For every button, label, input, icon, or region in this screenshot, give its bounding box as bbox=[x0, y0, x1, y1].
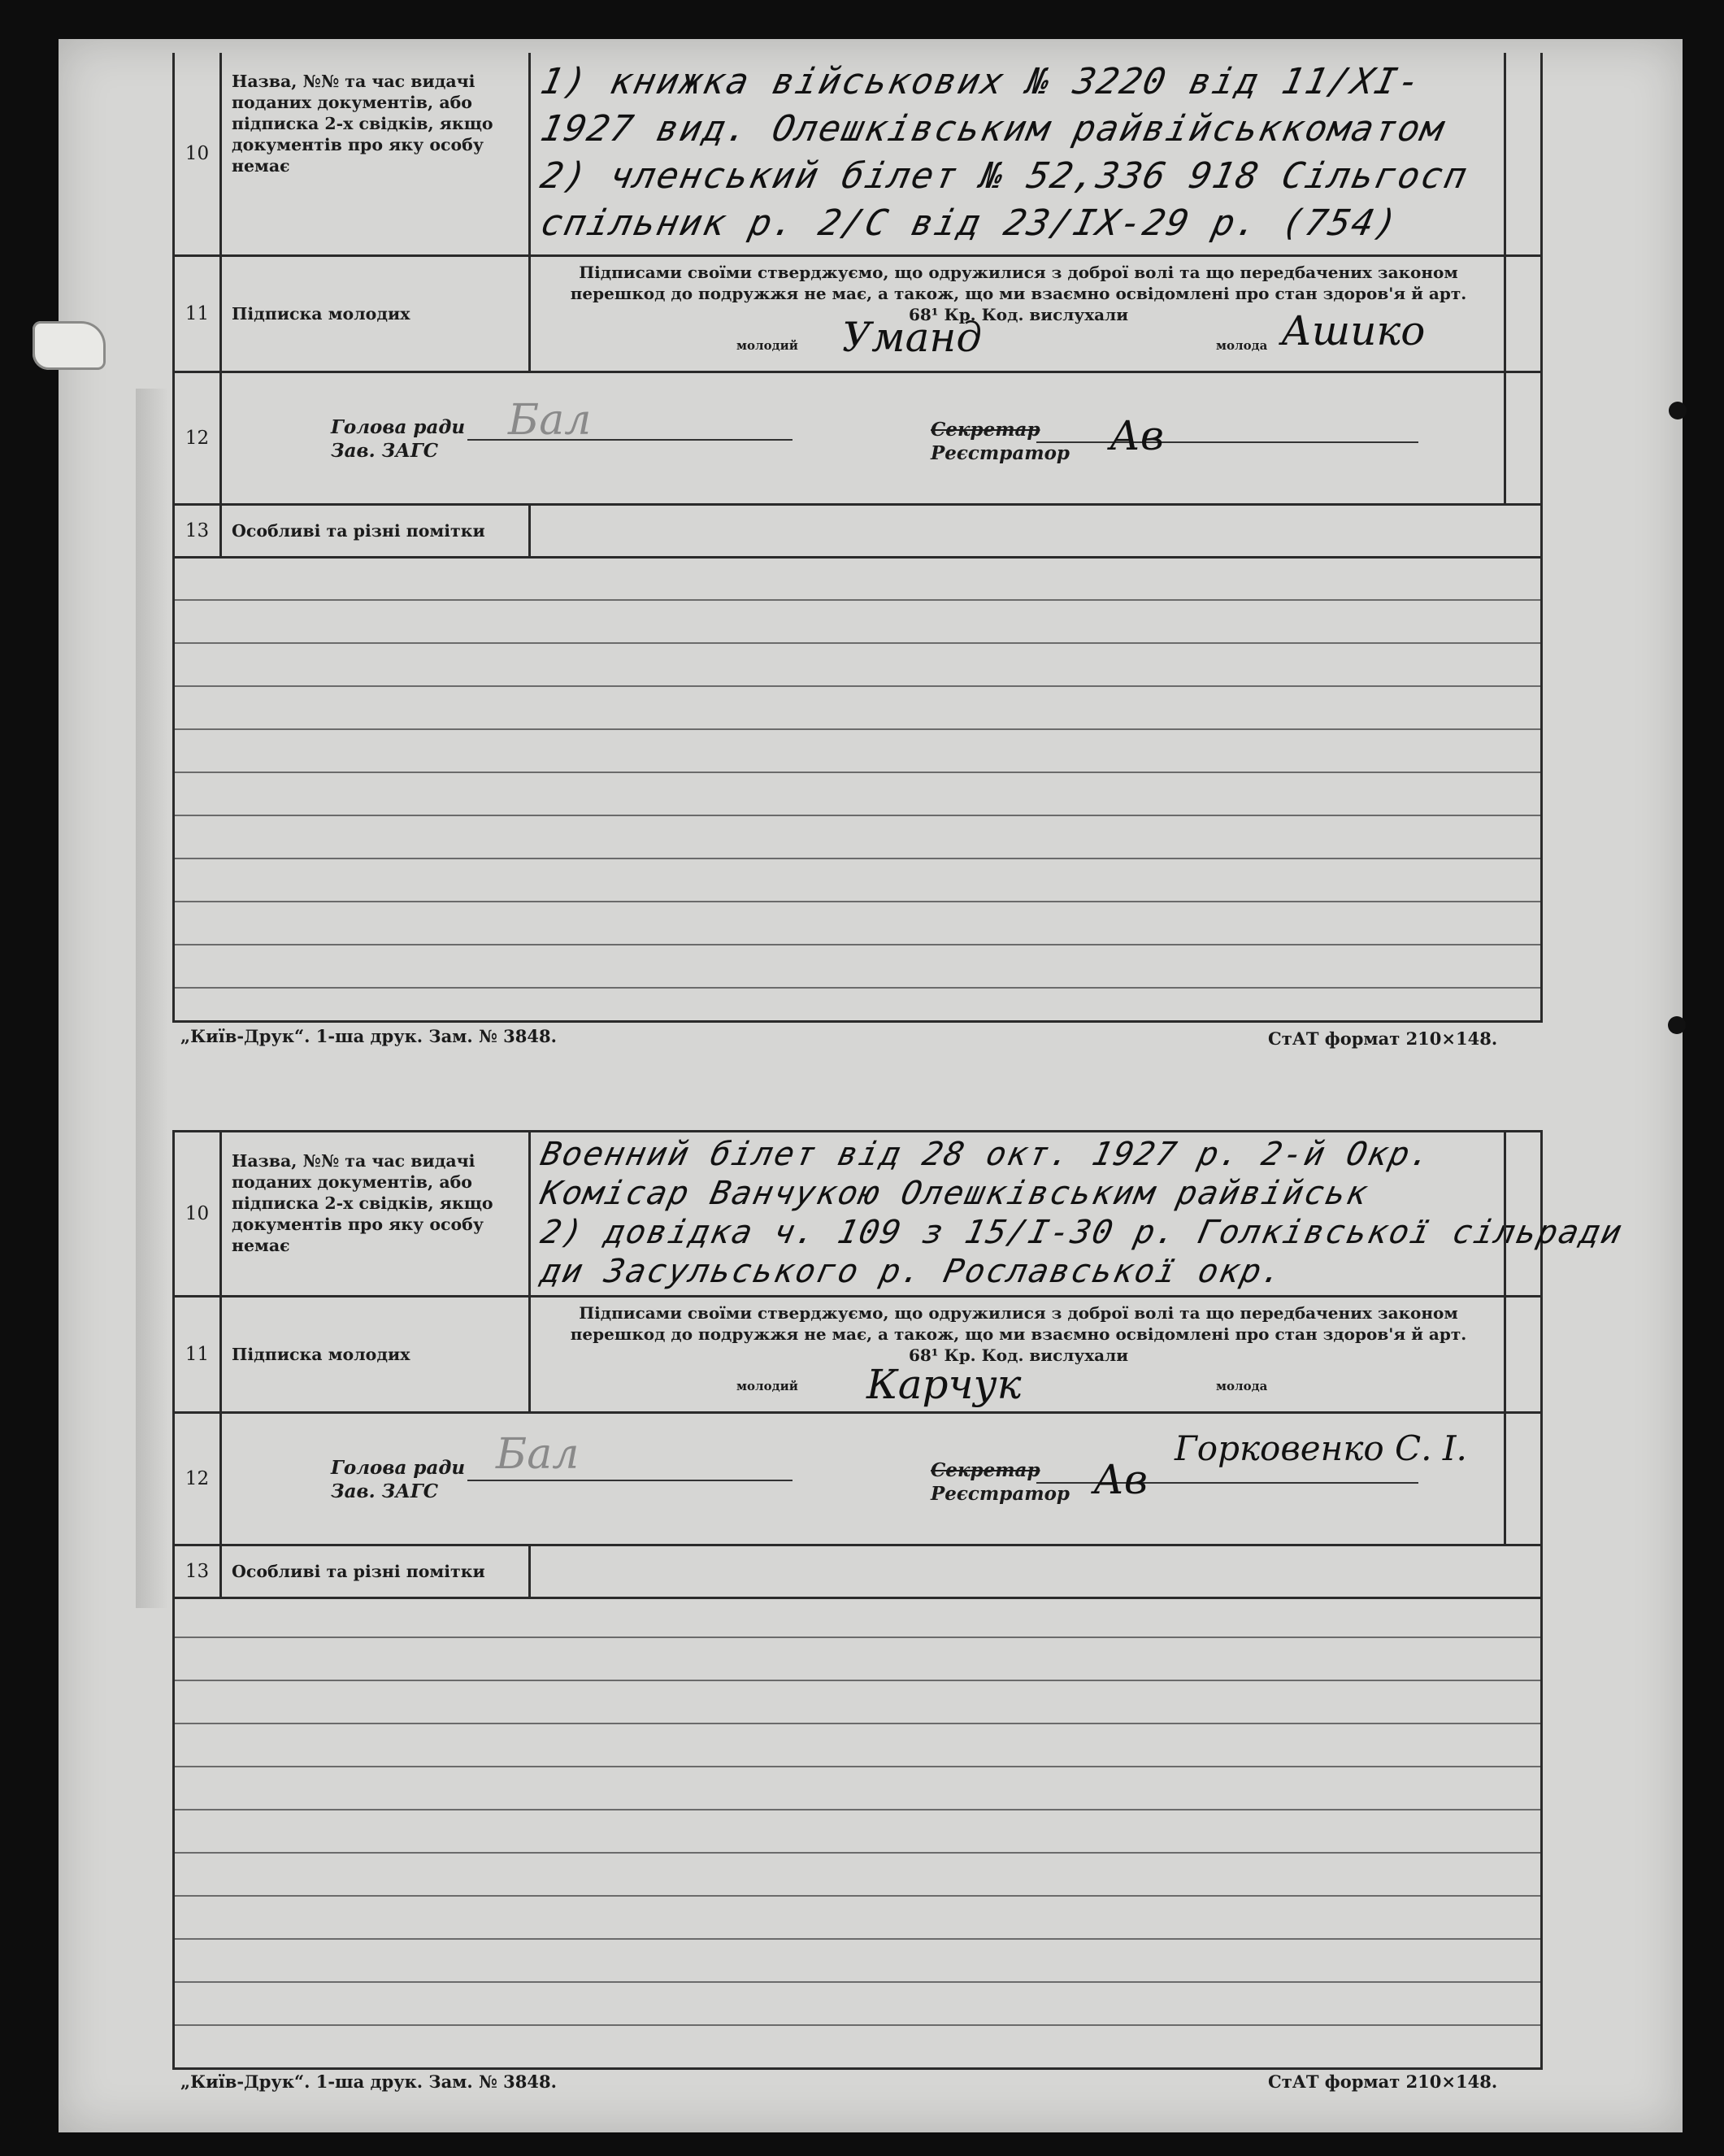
row-notes bbox=[175, 1546, 1540, 1599]
ruled-line bbox=[175, 1723, 1540, 1724]
declaration-text: Підписами своїми стверджуємо, що одружилися з доброї волі та що передбачених законом перешкод до подружжя не має, а також, що ми взаємно освідомлені про стан здоров'я й арт. 68¹ Кр. Код. вислухали bbox=[570, 263, 1467, 324]
row-number: 10 bbox=[175, 53, 222, 254]
handwritten-line: 1) книжка військових № 3220 від 11/XI- bbox=[536, 61, 1427, 102]
row-label: Підписка молодих bbox=[222, 257, 531, 371]
right-margin-column bbox=[1504, 1132, 1540, 1295]
row-number: 11 bbox=[175, 257, 222, 371]
row-number: 12 bbox=[175, 373, 222, 503]
row-label: Назва, №№ та час видачі поданих документів, або підписка 2-х свідків, якщо документів про яку особу немає bbox=[222, 1132, 531, 1295]
registrar-label: Реєстратор bbox=[931, 442, 1070, 464]
handwritten-documents bbox=[533, 1132, 1627, 1295]
groom-signature: Карчук bbox=[866, 1361, 1022, 1408]
declaration-area bbox=[533, 1298, 1504, 1411]
handwritten-line: ди Засульського р. Рославської окр. bbox=[537, 1253, 1288, 1290]
row-number: 13 bbox=[175, 1546, 222, 1597]
ruled-line bbox=[175, 1637, 1540, 1638]
row-number: 11 bbox=[175, 1298, 222, 1411]
head-label: Голова ради bbox=[331, 1457, 466, 1479]
declaration-area bbox=[533, 257, 1504, 371]
registrar-label: Реєстратор bbox=[931, 1483, 1070, 1505]
extra-signature: Горковенко С. І. bbox=[1175, 1428, 1467, 1468]
right-margin-column bbox=[1504, 257, 1540, 371]
print-footer-right: СтАТ формат 210×148. bbox=[1268, 2071, 1498, 2092]
ruled-line bbox=[175, 1809, 1540, 1810]
declaration-text: Підписами своїми стверджуємо, що одружилися з доброї волі та що передбачених законом перешкод до подружжя не має, а також, що ми взаємно освідомлені про стан здоров'я й арт. 68¹ Кр. Код. вислухали bbox=[570, 1303, 1467, 1365]
handwritten-line: Комісар Ванчукою Олешківським райвійськ bbox=[537, 1175, 1373, 1212]
handwritten-line: спільник р. 2/С від 23/IX-29 р. (754) bbox=[536, 202, 1403, 244]
row-number: 13 bbox=[175, 506, 222, 556]
ruled-line bbox=[175, 987, 1540, 989]
row-officials bbox=[175, 1414, 1540, 1546]
print-footer-left: „Київ-Друк“. 1-ша друк. Зам. № 3848. bbox=[180, 2071, 557, 2092]
ruled-line bbox=[175, 1895, 1540, 1897]
bride-label: молода bbox=[1216, 338, 1268, 353]
ruled-line bbox=[175, 2024, 1540, 2026]
secretary-label: Секретар bbox=[931, 419, 1040, 441]
print-footer-left: „Київ-Друк“. 1-ша друк. Зам. № 3848. bbox=[180, 1026, 557, 1046]
ruled-line bbox=[175, 901, 1540, 902]
groom-signature: Уманд bbox=[842, 314, 983, 361]
record-form-bottom bbox=[172, 1130, 1627, 2070]
ruled-line bbox=[175, 1938, 1540, 1940]
head-signature: Бал bbox=[496, 1430, 580, 1479]
row-spouses-signature bbox=[175, 257, 1540, 373]
ruled-line bbox=[175, 858, 1540, 859]
ruled-line bbox=[175, 642, 1540, 644]
right-margin-column bbox=[1504, 373, 1540, 503]
print-footer-right: СтАТ формат 210×148. bbox=[1268, 1028, 1498, 1049]
handwritten-line: 2) довідка ч. 109 з 15/I-30 р. Голківської сільради bbox=[537, 1214, 1627, 1251]
binding-ribbon bbox=[33, 321, 106, 370]
paper-worn-edge bbox=[136, 389, 168, 1608]
row-documents bbox=[175, 1132, 1627, 1298]
row-notes bbox=[175, 506, 1540, 559]
zags-label: Зав. ЗАГС bbox=[331, 440, 439, 462]
secretary-label: Секретар bbox=[931, 1459, 1040, 1481]
ruled-line bbox=[175, 1766, 1540, 1767]
bride-label: молода bbox=[1216, 1379, 1268, 1393]
row-number: 10 bbox=[175, 1132, 222, 1295]
punch-hole bbox=[1668, 1016, 1686, 1034]
row-label: Назва, №№ та час видачі поданих документів, або підписка 2-х свідків, якщо документів про яку особу немає bbox=[222, 53, 531, 254]
row-label: Підписка молодих bbox=[222, 1298, 531, 1411]
record-form-top bbox=[172, 53, 1543, 1023]
head-label: Голова ради bbox=[331, 416, 466, 438]
ruled-line bbox=[175, 1981, 1540, 1983]
ruled-line bbox=[175, 944, 1540, 945]
punch-hole bbox=[1669, 402, 1687, 419]
ruled-line bbox=[175, 815, 1540, 816]
zags-label: Зав. ЗАГС bbox=[331, 1480, 439, 1502]
groom-label: молодий bbox=[736, 1379, 798, 1393]
right-margin-column bbox=[1504, 53, 1540, 254]
handwritten-line: Военний білет від 28 окт. 1927 р. 2-й Окр. bbox=[537, 1136, 1436, 1173]
ruled-line bbox=[175, 1680, 1540, 1681]
row-spouses-signature bbox=[175, 1298, 1540, 1414]
ruled-line bbox=[175, 599, 1540, 601]
right-margin-column bbox=[1504, 1298, 1540, 1411]
registrar-signature: Ав bbox=[1093, 1456, 1148, 1503]
row-label: Особливі та різні помітки bbox=[222, 506, 531, 556]
row-documents bbox=[175, 53, 1540, 257]
groom-label: молодий bbox=[736, 338, 798, 353]
registrar-signature: Ав bbox=[1110, 412, 1164, 459]
handwritten-documents bbox=[533, 53, 1504, 254]
ruled-line bbox=[175, 772, 1540, 773]
signature-line bbox=[1036, 441, 1418, 443]
bride-signature: Ашико bbox=[1281, 307, 1426, 354]
ruled-line bbox=[175, 1852, 1540, 1854]
head-signature: Бал bbox=[508, 396, 592, 445]
ruled-line bbox=[175, 728, 1540, 730]
right-margin-column bbox=[1504, 1414, 1540, 1544]
row-label: Особливі та різні помітки bbox=[222, 1546, 531, 1597]
handwritten-line: 1927 вид. Олешківським райвійськкоматом bbox=[536, 108, 1449, 150]
row-number: 12 bbox=[175, 1414, 222, 1544]
row-officials bbox=[175, 373, 1540, 506]
ruled-line bbox=[175, 685, 1540, 687]
signature-line bbox=[467, 1480, 793, 1481]
handwritten-line: 2) членський білет № 52,336 918 Сільгосп bbox=[536, 155, 1473, 197]
